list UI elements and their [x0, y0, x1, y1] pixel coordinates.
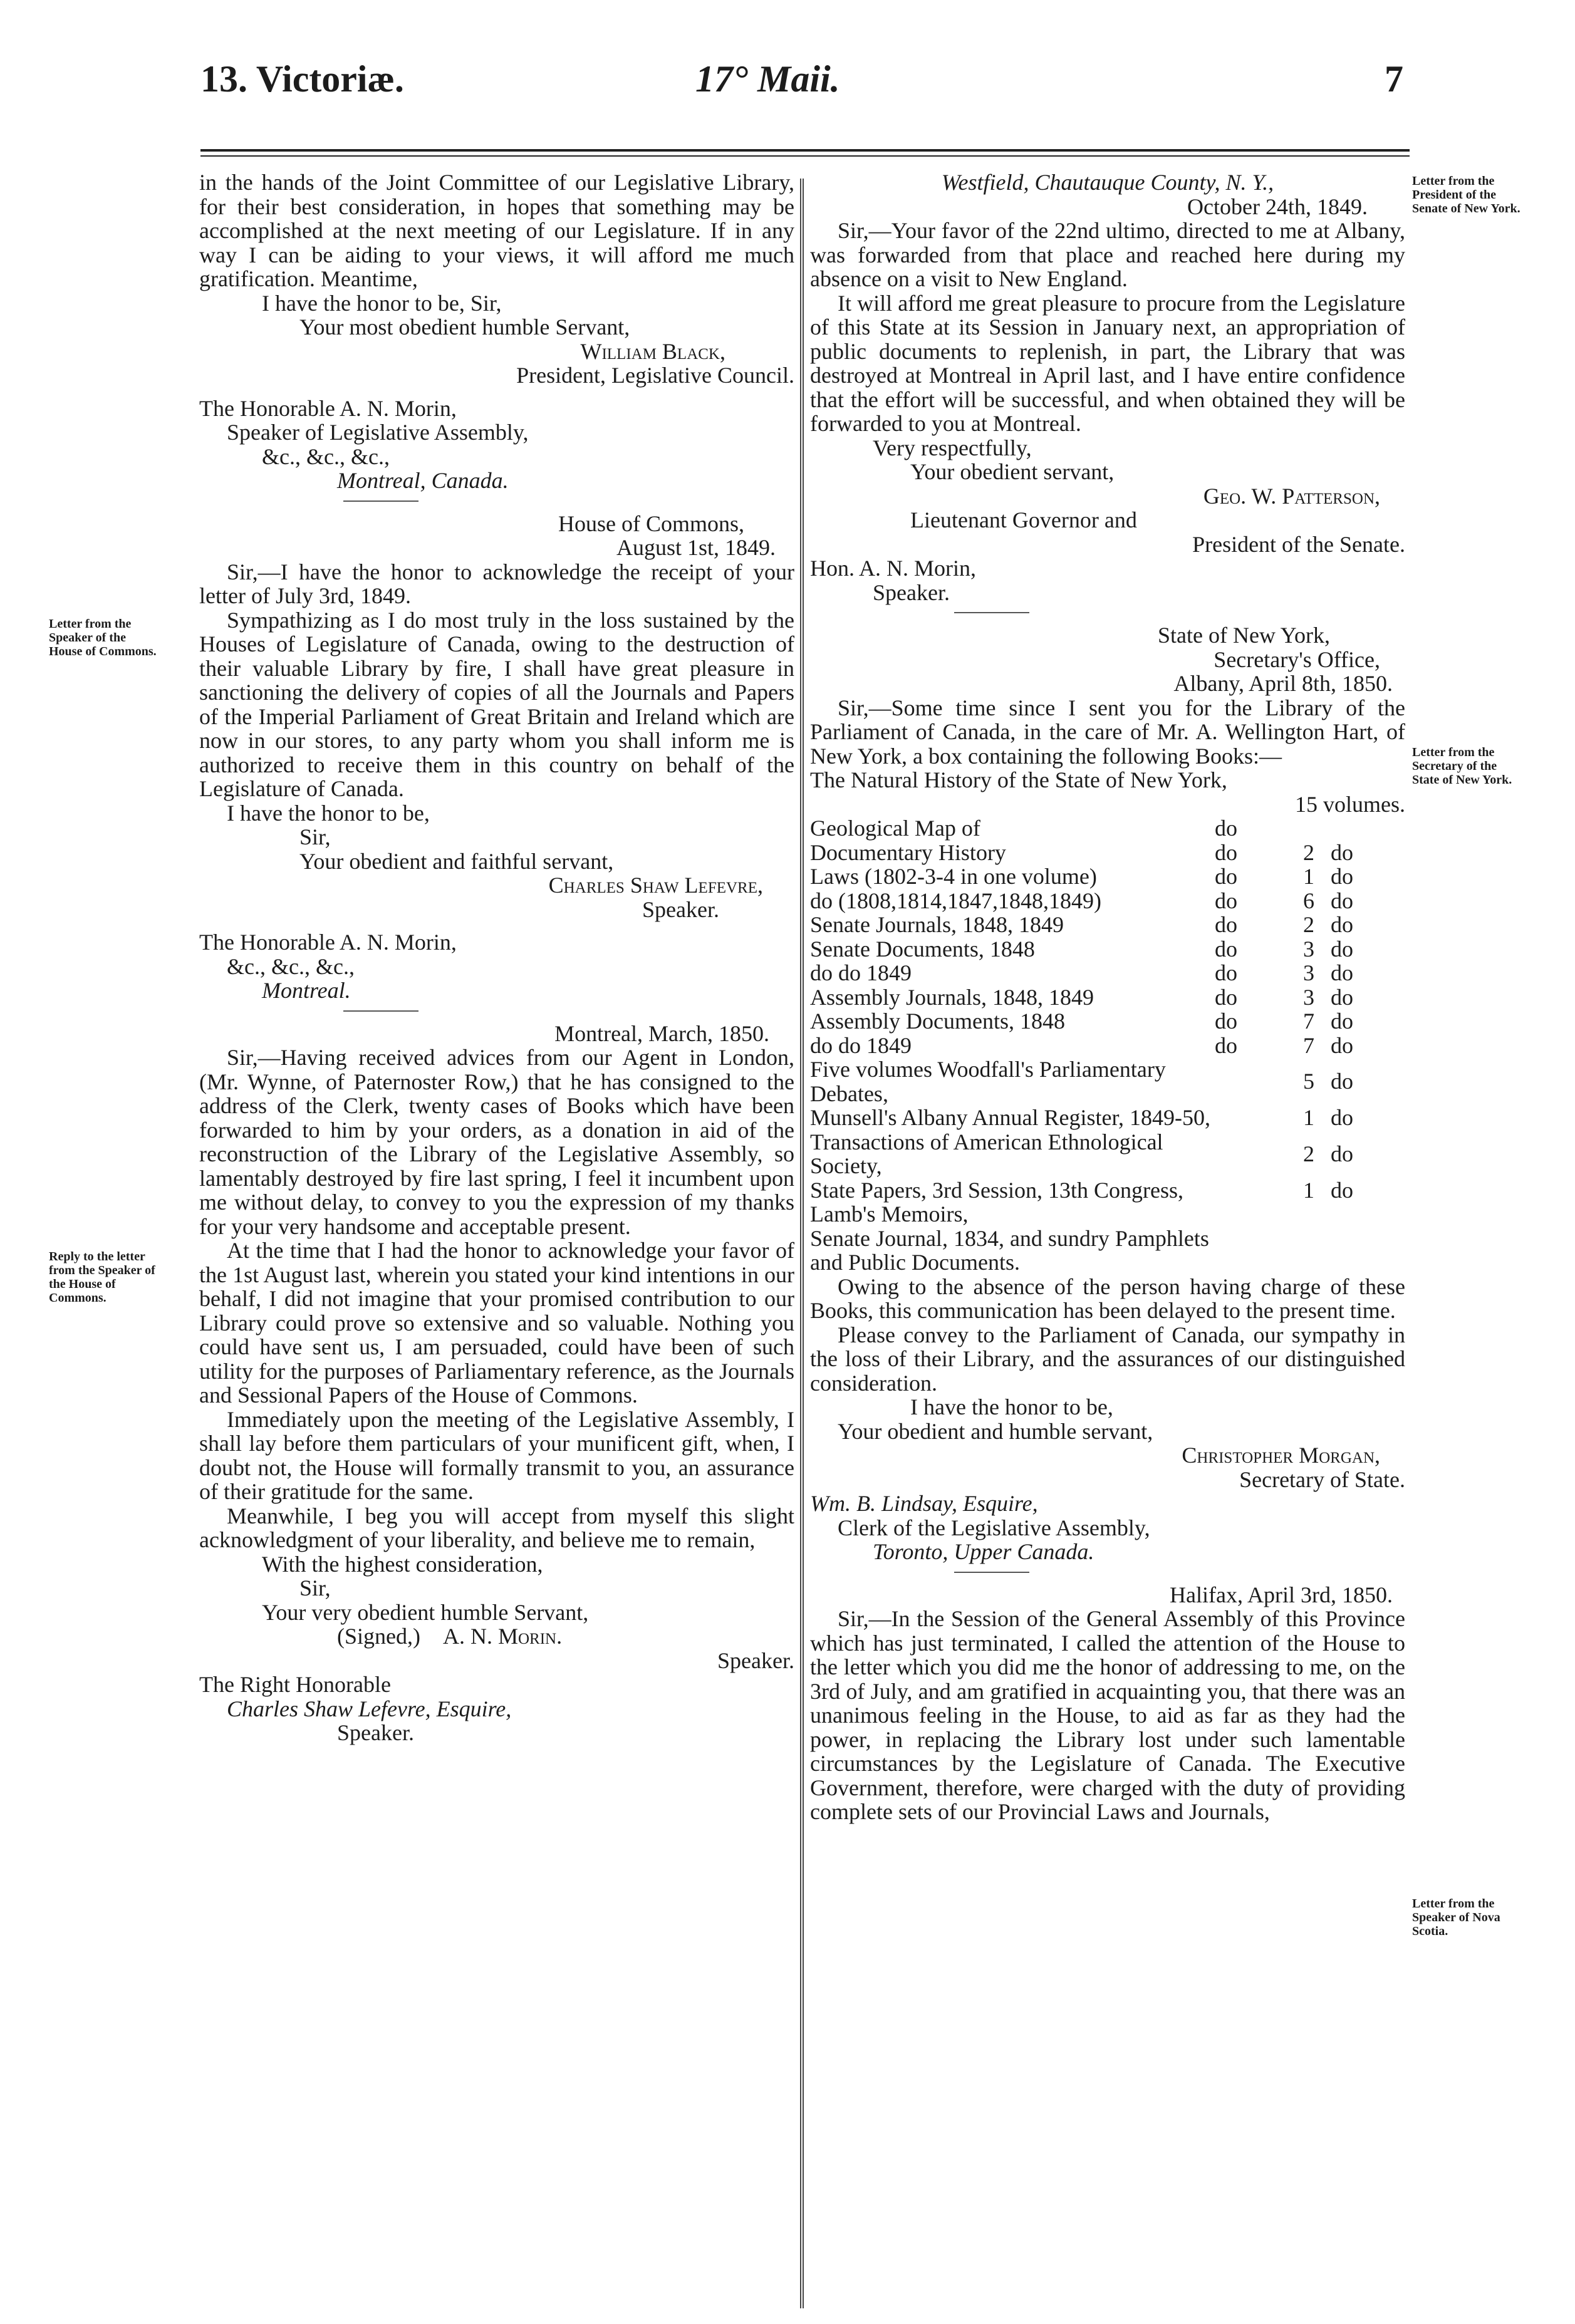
paragraph: in the hands of the Joint Committee of our Legislative Library, for their best consideration, in hopes that something may be accomplished at the next meeting of our Legislature. If in any way I can be aiding to your views, it will afford me much gratification. Meantime,: [199, 170, 794, 291]
book-n: 7: [1303, 1009, 1314, 1034]
book-unit: do: [1331, 1032, 1353, 1058]
paragraph: Sir,—Your favor of the 22nd ultimo, directed to me at Albany, was forwarded from that place and reached here during my absence on a visit to New England.: [810, 218, 1405, 291]
book-title: Documentary History: [810, 839, 1006, 865]
paragraph: Sympathizing as I do most truly in the loss sustained by the Houses of Legislature of Canada, owing to the destruction of their valuable Library by fire, I shall have great pleasure in sanctioning the delivery of copies of all the Journals and Papers of the Imperial Parliament of Great Britain and Ireland which are now in our stores, to any party whom you shall inform me is authorized to receive them in this country on behalf of the Legislature of Canada.: [199, 607, 794, 801]
book-n: 2: [1303, 912, 1314, 937]
book-title: Munsell's Albany Annual Register, 1849-50,: [810, 1105, 1210, 1130]
book-n: 3: [1303, 960, 1314, 985]
letter-date: October 24th, 1849.: [1187, 194, 1368, 219]
book-unit: [1322, 1202, 1405, 1227]
book-unit: do: [1331, 888, 1353, 913]
header-left: 13. Victoriæ.: [200, 58, 404, 100]
book-unit: do: [1331, 864, 1353, 889]
book-unit: [1322, 1227, 1405, 1275]
book-do: do: [1215, 984, 1237, 1010]
addressee: The Right Honorable: [199, 1672, 391, 1697]
addressee: Speaker.: [337, 1720, 414, 1745]
letter-office: Secretary's Office,: [1214, 646, 1380, 672]
addressee: &c., &c., &c.,: [262, 444, 390, 469]
book-title: State Papers, 3rd Session, 13th Congress,: [810, 1177, 1183, 1203]
book-unit: do: [1331, 912, 1353, 937]
margin-note-nova-scotia: Letter from the Speaker of Nova Scotia.: [1412, 1897, 1500, 1938]
letter-place: State of New York,: [1158, 623, 1330, 648]
margin-note-speaker-commons: Letter from the Speaker of the House of Commons.: [49, 617, 157, 658]
section-divider: [954, 1572, 1029, 1573]
signed-note: (Signed,): [337, 1624, 420, 1649]
addressee: Montreal, Canada.: [337, 468, 509, 493]
closing: I have the honor to be,: [910, 1394, 1113, 1419]
book-n: 1: [1303, 1177, 1314, 1203]
book-title: do do 1849: [810, 1032, 912, 1058]
book-title: Senate Journals, 1848, 1849: [810, 912, 1064, 937]
book-row: [810, 937, 1405, 962]
closing: Sir,: [299, 824, 331, 849]
book-n: 5: [1303, 1069, 1314, 1094]
closing: Your obedient servant,: [910, 459, 1115, 484]
paragraph: Owing to the absence of the person having charge of these Books, this communication has been delayed to the present time.: [810, 1274, 1405, 1323]
book-unit: do: [1331, 936, 1353, 962]
margin-note-secretary-state: Letter from the Secretary of the State of New York.: [1412, 745, 1512, 787]
book-row: [810, 961, 1405, 985]
paragraph: At the time that I had the honor to acknowledge your favor of the 1st August last, wherein you stated your kind intentions in our behalf, I did not imagine that your promised contribution to our Library could prove so extensive and so valuable. Nothing you could have sent us, I am persuaded, could have been of such utility for the purposes of Parliamentary reference, as the Journals and Sessional Papers of the House of Commons.: [199, 1238, 794, 1408]
letter-date: Albany, April 8th, 1850.: [1173, 671, 1393, 696]
book-title: Geological Map of: [810, 816, 980, 841]
book-do: [1215, 1227, 1274, 1275]
signature-title: Speaker.: [717, 1647, 794, 1673]
book-title: Five volumes Woodfall's Parliamentary Debates,: [810, 1057, 1166, 1106]
book-row: [810, 913, 1405, 937]
book-unit: do: [1331, 960, 1353, 985]
book-n: [1274, 1227, 1322, 1275]
book-do: do: [1215, 864, 1237, 889]
paragraph: Sir,—I have the honor to acknowledge the receipt of your letter of July 3rd, 1849.: [199, 559, 794, 608]
section-divider: [343, 1010, 418, 1012]
letter-place: Westfield, Chautauque County, N. Y.,: [941, 170, 1274, 195]
closing: I have the honor to be,: [227, 800, 430, 826]
book-unit: do: [1331, 984, 1353, 1010]
book-unit: do: [1331, 1069, 1353, 1094]
paragraph: Sir,—Some time since I sent you for the Library of the Parliament of Canada, in the care of Mr. A. Wellington Hart, of New York, a box containing the following Books:—: [810, 695, 1405, 769]
book-do: do: [1215, 839, 1237, 865]
book-do: do: [1215, 1032, 1237, 1058]
signature-title: President of the Senate.: [1192, 531, 1405, 557]
paragraph: Immediately upon the meeting of the Legislative Assembly, I shall lay before them particulars of your munificent gift, when, I doubt not, the House will formally transmit to you, an assurance of their gratitude for the same.: [199, 1406, 794, 1504]
book-do: do: [1215, 912, 1237, 937]
signature-title: Secretary of State.: [1239, 1466, 1405, 1492]
book-title: Assembly Documents, 1848: [810, 1009, 1065, 1034]
book-unit: do: [1331, 1141, 1353, 1166]
addressee: Toronto, Upper Canada.: [873, 1539, 1094, 1564]
book-title: Lamb's Memoirs,: [810, 1201, 969, 1227]
books-table: [810, 816, 1405, 1275]
paragraph: Sir,—In the Session of the General Assembly of this Province which has just terminated, I called the attention of the House to the letter which you did me the honor of addressing to me, on the 3rd of July, and am gratified in acquainting you, that there was an unanimous feeling in the House, to aid as far as they had the power, in replacing the Library lost under such lamentable circumstances by the Legislature of Canada. The Executive Government, therefore, were charged with the duty of providing complete sets of our Provincial Laws and Journals,: [810, 1606, 1405, 1824]
book-n: 6: [1303, 888, 1314, 913]
book-row: [810, 985, 1405, 1010]
closing: Very respectfully,: [873, 435, 1032, 460]
book-title: do (1808,1814,1847,1848,1849): [810, 888, 1101, 913]
addressee: Speaker.: [873, 579, 950, 605]
book-row: [810, 1202, 1405, 1227]
book-row: [810, 1106, 1405, 1130]
signature: A. N. Morin.: [442, 1624, 563, 1649]
signature: Geo. W. Patterson,: [1203, 483, 1380, 509]
page-number: 7: [1385, 58, 1403, 100]
book-row: [810, 1034, 1405, 1058]
column-divider: [800, 179, 804, 2308]
signature-line: [199, 1624, 794, 1649]
book-do: do: [1215, 888, 1237, 913]
book-do: do: [1215, 960, 1237, 985]
book-title: Senate Documents, 1848: [810, 936, 1035, 962]
section-divider: [343, 501, 418, 502]
book-title: Senate Journal, 1834, and sundry Pamphlets and Public Documents.: [810, 1225, 1209, 1275]
closing: Your obedient and faithful servant,: [299, 848, 614, 874]
right-column: [810, 170, 1405, 1824]
closing: Your very obedient humble Servant,: [262, 1599, 589, 1625]
list-heading: The Natural History of the State of New York,: [810, 767, 1227, 792]
letter-date: Montreal, March, 1850.: [554, 1020, 769, 1046]
book-do: do: [1215, 1009, 1237, 1034]
margin-note-reply: Reply to the letter from the Speaker of the House of Commons.: [49, 1250, 155, 1305]
list-heading-volumes: 15 volumes.: [1295, 791, 1405, 817]
section-divider: [954, 612, 1029, 613]
book-n: [1274, 816, 1322, 841]
left-column: [199, 170, 794, 1745]
book-row: [810, 1178, 1405, 1203]
addressee: Hon. A. N. Morin,: [810, 556, 977, 581]
book-unit: do: [1331, 1177, 1353, 1203]
book-unit: do: [1331, 1009, 1353, 1034]
book-row: [810, 864, 1405, 889]
signature: William Black,: [580, 338, 725, 364]
book-row: [810, 1057, 1405, 1106]
book-title: Transactions of American Ethnological Society,: [810, 1129, 1163, 1178]
closing: Your obedient and humble servant,: [838, 1418, 1153, 1444]
addressee: The Honorable A. N. Morin,: [199, 395, 457, 421]
book-n: 1: [1303, 1105, 1314, 1130]
letter-place: House of Commons,: [558, 511, 744, 536]
book-row: [810, 816, 1405, 841]
closing: Your most obedient humble Servant,: [299, 314, 630, 340]
signature-title: Speaker.: [642, 896, 719, 922]
book-row: [810, 1130, 1405, 1178]
book-row: [810, 1009, 1405, 1034]
book-row: [810, 889, 1405, 913]
book-do: [1215, 1202, 1274, 1227]
book-do: [1215, 1057, 1274, 1106]
book-row: [810, 1227, 1405, 1275]
addressee: Clerk of the Legislative Assembly,: [838, 1515, 1150, 1540]
addressee: Montreal.: [262, 978, 351, 1003]
addressee: Speaker of Legislative Assembly,: [227, 420, 529, 445]
addressee: The Honorable A. N. Morin,: [199, 930, 457, 955]
book-n: 7: [1303, 1032, 1314, 1058]
book-unit: [1322, 816, 1405, 841]
book-n: 2: [1303, 1141, 1314, 1166]
closing: Sir,: [299, 1575, 331, 1600]
book-title: Assembly Journals, 1848, 1849: [810, 984, 1094, 1010]
header-rule: [200, 149, 1410, 152]
book-n: [1274, 1202, 1322, 1227]
signature: Charles Shaw Lefevre,: [548, 873, 763, 898]
book-do: [1215, 1130, 1274, 1178]
book-row: [810, 841, 1405, 865]
book-do: [1215, 1178, 1274, 1203]
book-n: 1: [1303, 864, 1314, 889]
letter-date: August 1st, 1849.: [616, 535, 776, 560]
signature-title: Lieutenant Governor and: [910, 507, 1137, 532]
closing: With the highest consideration,: [262, 1551, 543, 1577]
closing: I have the honor to be, Sir,: [262, 290, 502, 316]
book-unit: do: [1331, 839, 1353, 865]
header-center: 17° Maii.: [695, 58, 840, 100]
addressee: Charles Shaw Lefevre, Esquire,: [227, 1696, 512, 1721]
addressee: &c., &c., &c.,: [227, 953, 355, 979]
letter-date: Halifax, April 3rd, 1850.: [1170, 1582, 1393, 1607]
header-rule-thin: [200, 155, 1410, 157]
paragraph: Meanwhile, I beg you will accept from myself this slight acknowledgment of your liberality, and believe me to remain,: [199, 1503, 794, 1552]
book-do: do: [1215, 936, 1237, 962]
book-do: do: [1215, 816, 1237, 841]
signature-title: President, Legislative Council.: [516, 363, 794, 388]
book-title: Laws (1802-3-4 in one volume): [810, 864, 1097, 889]
book-n: 2: [1303, 839, 1314, 865]
book-n: 3: [1303, 936, 1314, 962]
book-n: 3: [1303, 984, 1314, 1010]
signature: Christopher Morgan,: [1182, 1443, 1380, 1468]
paragraph: Sir,—Having received advices from our Agent in London, (Mr. Wynne, of Paternoster Row,) that he has consigned to the address of the Clerk, twenty cases of Books which have been forwarded to him by your orders, as a donation in aid of the reconstruction of the Library of the Legislative Assembly, so lamentably destroyed by fire last spring, I feel it incumbent upon me without delay, to convey to you the expression of my thanks for your very handsome and acceptable present.: [199, 1045, 794, 1239]
book-unit: do: [1331, 1105, 1353, 1130]
book-do: [1215, 1106, 1274, 1130]
addressee: Wm. B. Lindsay, Esquire,: [810, 1491, 1038, 1516]
book-title: do do 1849: [810, 960, 912, 985]
paragraph: Please convey to the Parliament of Canada, our sympathy in the loss of their Library, and the assurances of our distinguished consideration.: [810, 1322, 1405, 1396]
paragraph: It will afford me great pleasure to procure from the Legislature of this State at its Session in January next, an appropriation of public documents to replenish, in part, the Library that was destroyed at Montreal in April last, and I have entire confidence that the effort will be successful, and when obtained they will be forwarded to you at Montreal.: [810, 290, 1405, 436]
margin-note-president-senate: Letter from the President of the Senate of New York.: [1412, 174, 1520, 215]
